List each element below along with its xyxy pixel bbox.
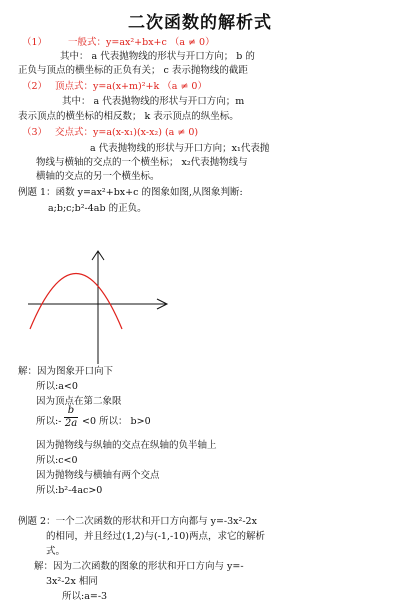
parabola-graph (18, 246, 178, 366)
fraction-b-over-2a (64, 405, 78, 430)
vertex-form-desc-1: 其中： a 代表抛物线的形状与开口方向；m (62, 96, 245, 107)
example-2-solution-3: 所以:a=-3 (62, 591, 108, 602)
intercept-form-desc-3: 横轴的交点的另一个横坐标。 (36, 171, 160, 182)
solution-1-line-7: 因为抛物线与横轴有两个交点 (36, 470, 160, 481)
general-form-desc-2: 正负与顶点的横坐标的正负有关； c 表示抛物线的截距 (18, 65, 248, 76)
intercept-form-label: 交点式：y=a(x-x₁)(x-x₂) (a ≠ 0) (55, 127, 199, 138)
fraction-denominator: 2a (64, 418, 78, 429)
general-form-desc-1: 其中： a 代表抛物线的形状与开口方向； b 的 (60, 51, 255, 62)
solution-1-line-4a: 所以:- (36, 416, 62, 427)
example-1-line-1: 例题 1：函数 y=ax²+bx+c 的图象如图,从图象判断: (18, 187, 243, 198)
example-2-line-2: 的相同，并且经过(1,2)与(-1,-10)两点，求它的解析 (46, 531, 266, 542)
solution-1-line-5: 因为抛物线与纵轴的交点在纵轴的负半轴上 (36, 440, 217, 451)
vertex-form-number: （2） (22, 81, 48, 92)
general-form-label: 一般式：y=ax²+bx+c （a ≠ 0） (68, 37, 215, 48)
parabola-curve (30, 274, 122, 330)
intercept-form-number: （3） (22, 127, 48, 138)
vertex-form-label: 顶点式：y=a(x+m)²+k （a ≠ 0） (55, 81, 207, 92)
fraction-numerator: b (67, 405, 75, 416)
solution-1-line-2: 所以:a<0 (36, 381, 78, 392)
vertex-form-desc-2: 表示顶点的横坐标的相反数； k 表示顶点的纵坐标。 (18, 111, 239, 122)
example-2-line-1: 例题 2：一个二次函数的形状和开口方向都与 y=-3x²-2x (18, 516, 257, 527)
example-2-solution-2: 3x²-2x 相同 (46, 576, 98, 587)
solution-1-line-3: 因为顶点在第二象限 (36, 396, 122, 407)
intercept-form-desc-1: a 代表抛物线的形状与开口方向；x₁代表抛 (90, 143, 270, 154)
solution-1-line-8: 所以:b²-4ac>0 (36, 485, 103, 496)
example-2-solution-1: 解：因为二次函数的图象的形状和开口方向与 y=- (34, 561, 244, 572)
example-1-line-2: a;b;c;b²-4ab 的正负。 (48, 203, 147, 214)
general-form-number: （1） (22, 37, 48, 48)
solution-1-line-4b: <0 所以： b>0 (82, 416, 151, 427)
solution-1-line-1: 解：因为图象开口向下 (18, 366, 114, 377)
example-2-line-3: 式。 (46, 546, 66, 557)
page-title: 二次函数的解析式 (128, 13, 272, 33)
solution-1-line-6: 所以:c<0 (36, 455, 78, 466)
intercept-form-desc-2: 物线与横轴的交点的一个横坐标； x₂代表抛物线与 (36, 157, 248, 168)
